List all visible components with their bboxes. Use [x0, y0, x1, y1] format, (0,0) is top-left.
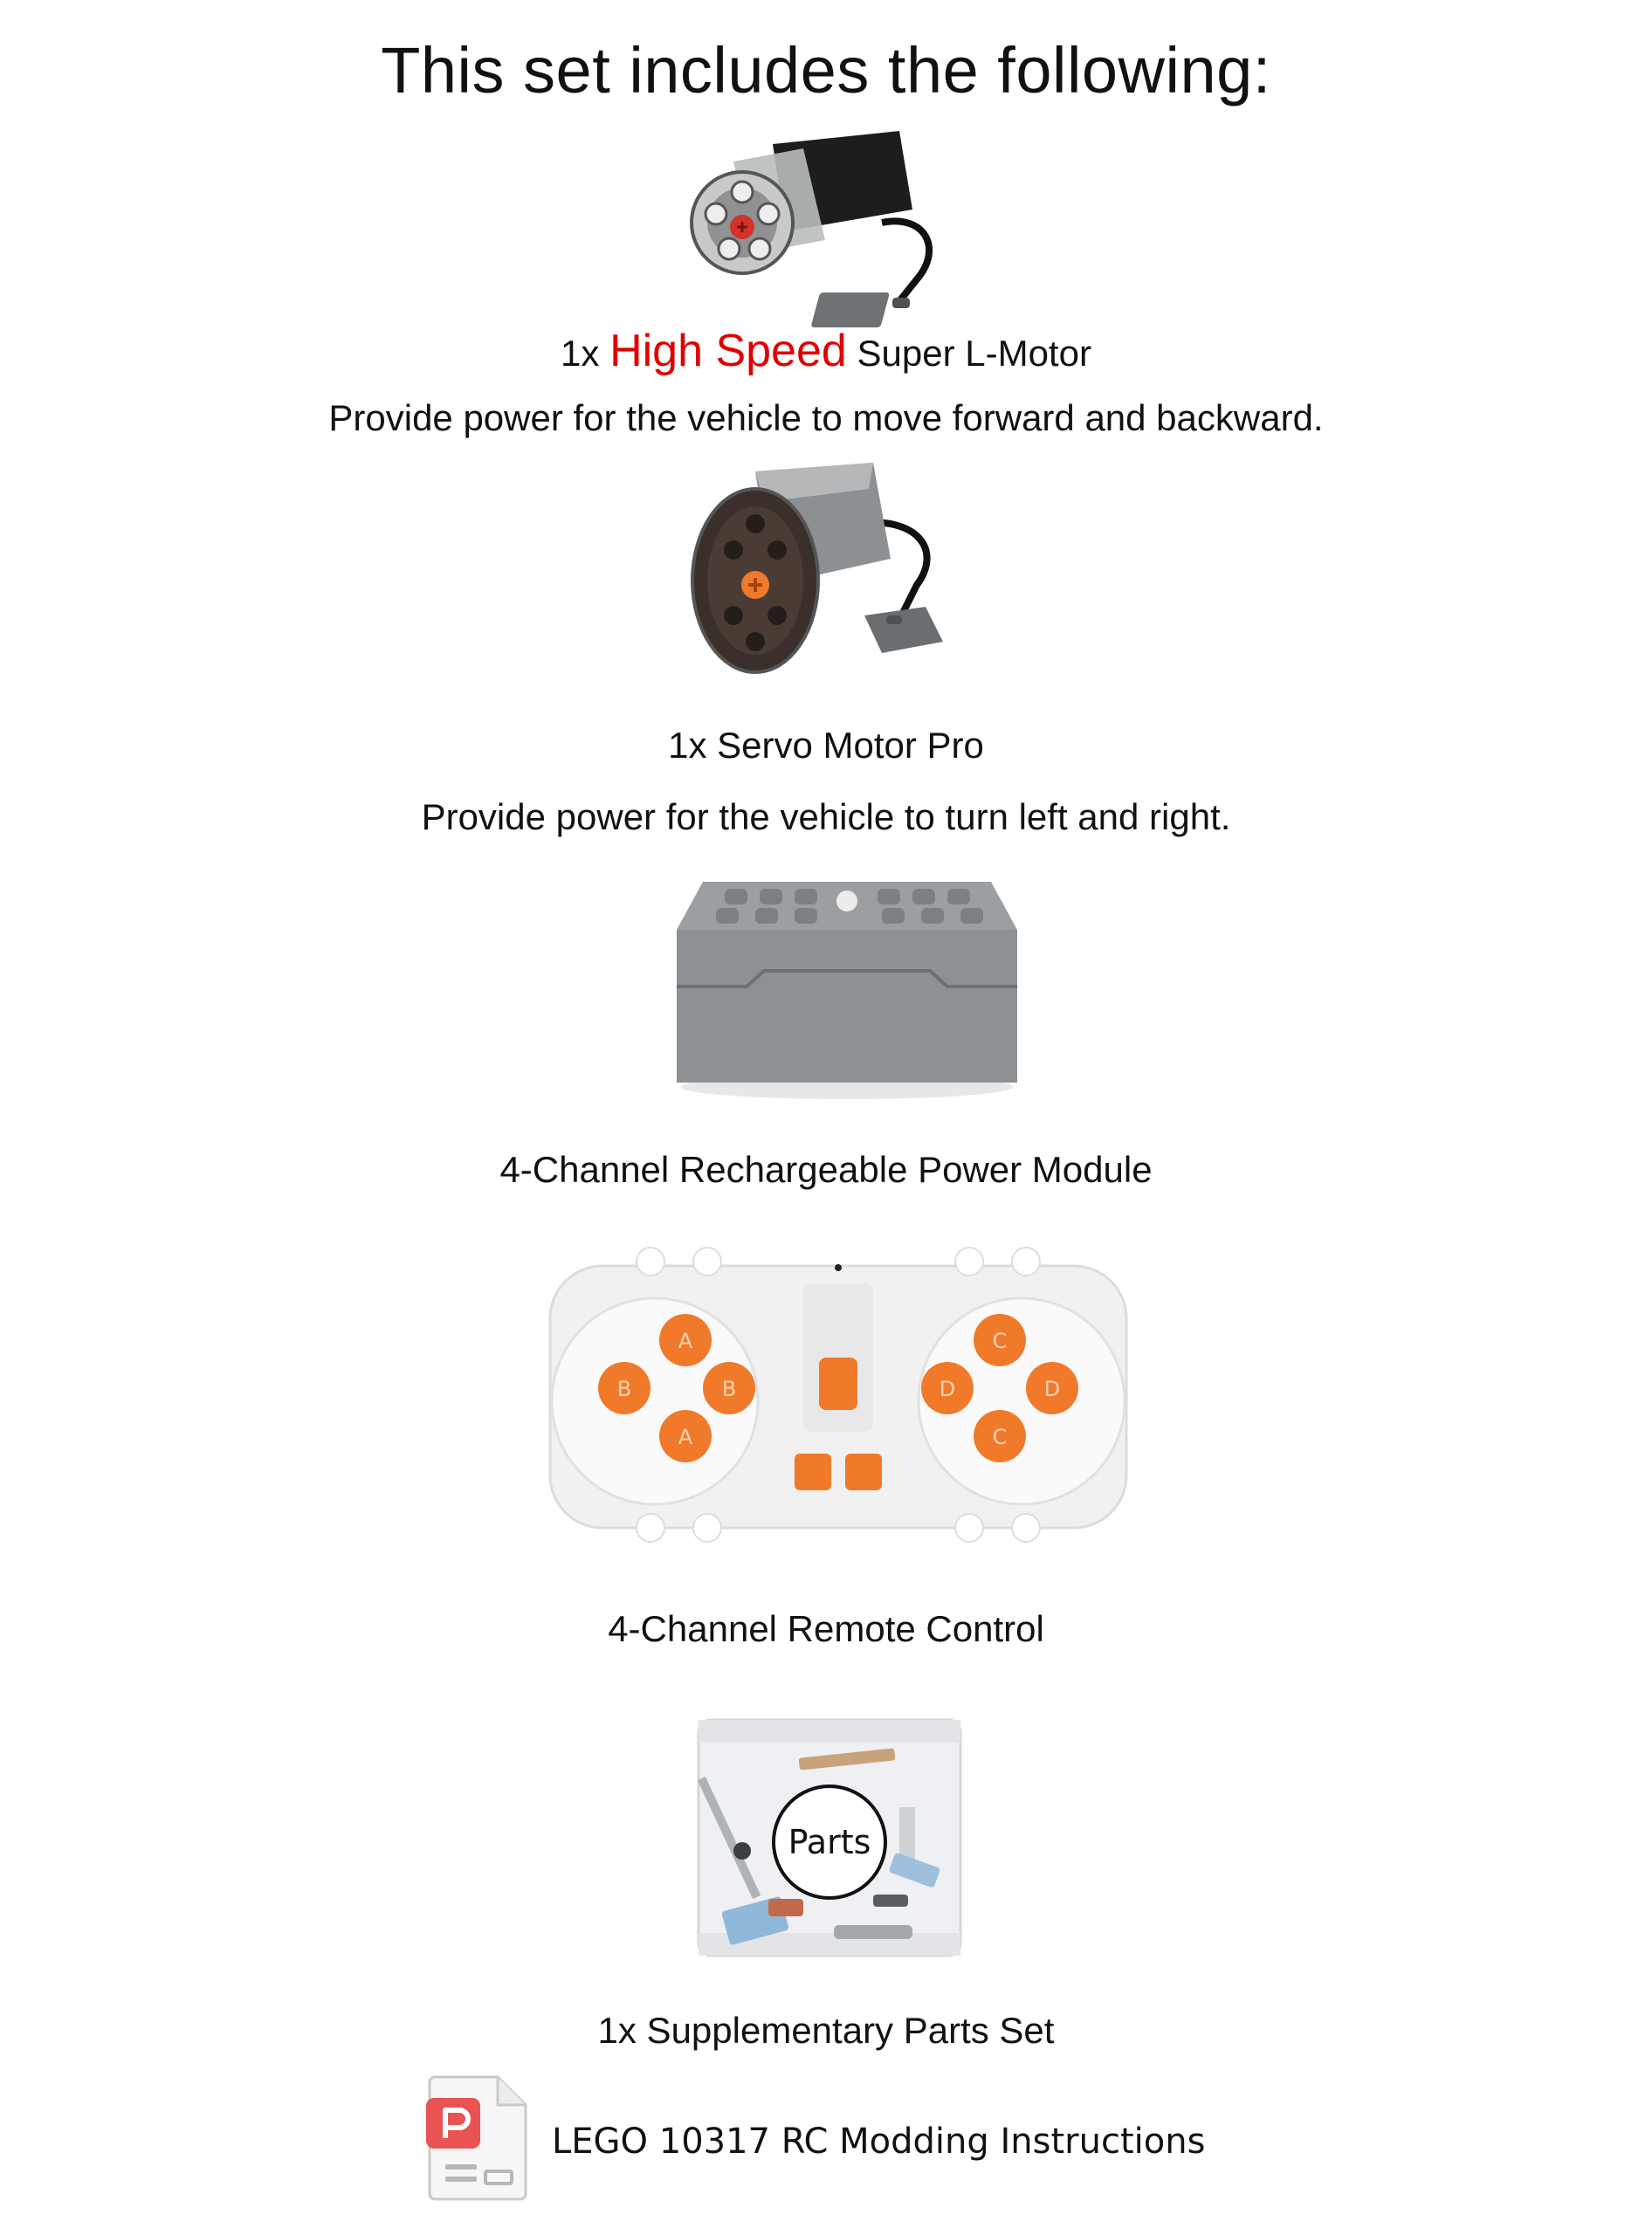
item-5-caption: 1x Supplementary Parts Set	[597, 2010, 1055, 2051]
pdf-file-icon[interactable]	[426, 2073, 531, 2200]
item-1-caption	[0, 325, 1652, 377]
remote-button-d-right: D	[1043, 1377, 1061, 1401]
high-speed-motor-icon	[681, 127, 969, 310]
pdf-document-link[interactable]: LEGO 10317 RC Modding Instructions	[552, 2122, 1206, 2162]
parts-bag-icon	[690, 1711, 969, 1964]
remote-button-b-left: B	[616, 1377, 632, 1401]
parts-bag-label: Parts	[788, 1823, 871, 1861]
item-1-quantity: 1x	[561, 333, 600, 374]
item-1-highlight: High Speed	[609, 326, 847, 376]
remote-button-b-right: B	[721, 1377, 737, 1401]
remote-button-c-bottom: C	[992, 1425, 1008, 1449]
page-title: This set includes the following:	[381, 34, 1271, 107]
remote-control-icon	[541, 1240, 1135, 1554]
item-1-description: Provide power for the vehicle to move forward and backward.	[328, 397, 1324, 438]
item-1-name: Super L-Motor	[857, 333, 1091, 374]
item-2-description: Provide power for the vehicle to turn left and right.	[421, 796, 1231, 837]
remote-button-a-bottom: A	[678, 1425, 693, 1449]
servo-motor-icon	[690, 454, 969, 698]
item-2-caption: 1x Servo Motor Pro	[668, 725, 984, 766]
item-4-caption: 4-Channel Remote Control	[608, 1608, 1044, 1649]
remote-button-a-top: A	[678, 1329, 693, 1353]
item-3-caption: 4-Channel Rechargeable Power Module	[499, 1149, 1153, 1190]
remote-button-c-top: C	[992, 1329, 1008, 1353]
power-module-icon	[664, 864, 1030, 1100]
remote-button-d-left: D	[939, 1377, 956, 1401]
